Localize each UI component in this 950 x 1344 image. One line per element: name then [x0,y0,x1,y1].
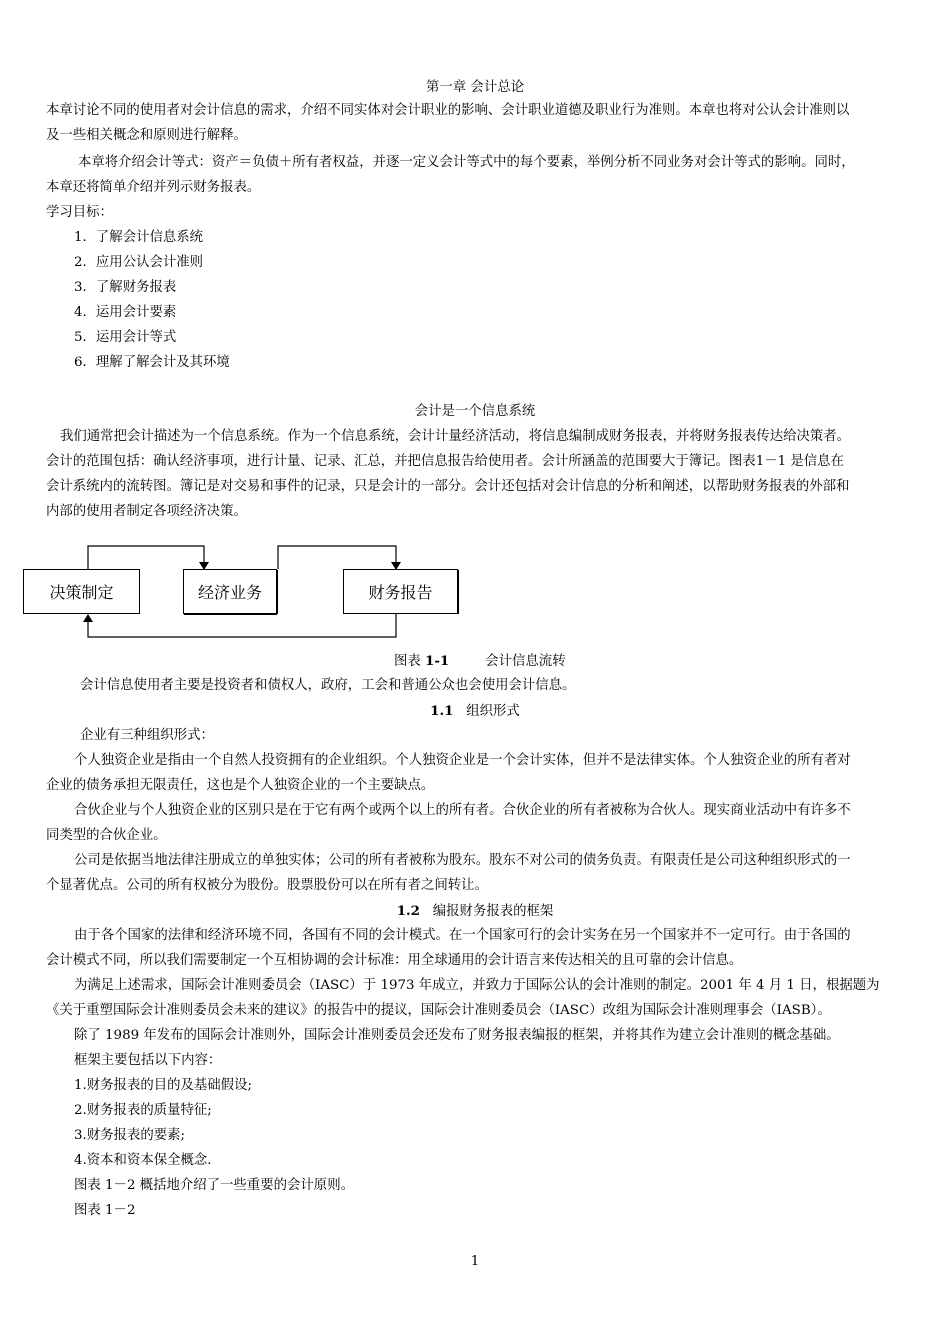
sec12-line2: 会计模式不同，所以我们需要制定一个互相协调的会计标准：用全球通用的会计语言来传达相关的且可靠的会计信息。 [46,953,743,968]
framework-item: 2.财务报表的质量特征; [74,1103,212,1118]
caption-prefix: 图表 [394,654,426,669]
chapter-title: 第一章 会计总论 [426,80,524,95]
sec11-line6: 个显著优点。公司的所有权被分为股份。股票股份可以在所有者之间转让。 [46,878,488,893]
info-line2: 会计的范围包括：确认经济事项，进行计量、记录、汇总，并把信息报告给使用者。会计所涵盖的范围要大于簿记。图表1－1 是信息在 [46,454,844,469]
sec12-line5: 除了 1989 年发布的国际会计准则外，国际会计准则委员会还发布了财务报表编报的框架，并将其作为建立会计准则的概念基础。 [74,1028,840,1043]
users-line: 会计信息使用者主要是投资者和债权人，政府，工会和普通公众也会使用会计信息。 [80,678,576,693]
intro-p1-line2: 及一些相关概念和原则进行解释。 [46,128,247,143]
caption-number: 1-1 [425,653,450,669]
intro-p1-line1: 本章讨论不同的使用者对会计信息的需求，介绍不同实体对会计职业的影响、会计职业道德及职业行为准则。本章也将对公认会计准则以 [46,103,850,118]
goal-item: 4．运用会计要素 [74,305,177,320]
sec12-line4: 《关于重塑国际会计准则委员会未来的建议》的报告中的提议，国际会计准则委员会（IASC）改组为国际会计准则理事会（IASB）。 [46,1003,831,1018]
caption-text: 会计信息流转 [485,654,566,669]
section-1-1-heading [0,703,950,720]
framework-item: 4.资本和资本保全概念. [74,1153,212,1168]
goal-item: 1．了解会计信息系统 [74,230,204,245]
sec12-line8: 图表 1－2 [74,1203,136,1218]
sec11-line5: 公司是依据当地法律注册成立的单独实体；公司的所有者被称为股东。股东不对公司的债务负责。有限责任是公司这种组织形式的一 [74,853,851,868]
diagram-caption [394,653,566,670]
sec12-line3: 为满足上述需求，国际会计准则委员会（IASC）于 1973 年成立，并致力于国际公认的会计准则的制定。2001 年 4 月 1 日，根据题为 [74,978,880,993]
sec11-line0: 企业有三种组织形式： [80,728,214,743]
sec11-line2: 企业的债务承担无限责任，这也是个人独资企业的一个主要缺点。 [46,778,435,793]
box-decision-making: 决策制定 [23,569,140,614]
flow-diagram-lines [0,0,950,660]
info-line1: 我们通常把会计描述为一个信息系统。作为一个信息系统，会计计量经济活动，将信息编制成财务报表，并将财务报表传达给决策者。 [60,429,851,444]
section-1-2-title: 编报财务报表的框架 [432,904,554,919]
sec11-line4: 同类型的合伙企业。 [46,828,167,843]
intro-p2-line2: 本章还将简单介绍并列示财务报表。 [46,180,261,195]
sec11-line3: 合伙企业与个人独资企业的区别只是在于它有两个或两个以上的所有者。合伙企业的所有者被称为合伙人。现实商业活动中有许多不 [74,803,851,818]
sec12-line1: 由于各个国家的法律和经济环境不同，各国有不同的会计模式。在一个国家可行的会计实务在另一个国家并不一定可行。由于各国的 [74,928,851,943]
page-number: 1 [470,1254,480,1269]
framework-item: 3.财务报表的要素; [74,1128,186,1143]
info-line4: 内部的使用者制定各项经济决策。 [46,504,247,519]
goals-label: 学习目标： [46,205,113,220]
section-1-2-heading [0,903,950,920]
goal-item: 6．理解了解会计及其环境 [74,355,230,370]
box-financial-report: 财务报告 [343,569,458,614]
goal-item: 5．运用会计等式 [74,330,177,345]
section-1-1-title: 组织形式 [466,704,520,719]
section-title-info-system: 会计是一个信息系统 [414,404,536,419]
sec11-line1: 个人独资企业是指由一个自然人投资拥有的企业组织。个人独资企业是一个会计实体，但并不是法律实体。个人独资企业的所有者对 [74,753,851,768]
goal-item: 3．了解财务报表 [74,280,177,295]
sec12-line7: 图表 1－2 概括地介绍了一些重要的会计原则。 [74,1178,354,1193]
goal-item: 2．应用公认会计准则 [74,255,204,270]
section-1-1-number: 1.1 [430,703,454,719]
info-line3: 会计系统内的流转图。簿记是对交易和事件的记录，只是会计的一部分。会计还包括对会计信息的分析和阐述，以帮助财务报表的外部和 [46,479,850,494]
box-economic-business: 经济业务 [183,569,277,614]
sec12-line6: 框架主要包括以下内容： [74,1053,222,1068]
section-1-2-number: 1.2 [396,903,420,919]
framework-item: 1.财务报表的目的及基础假设; [74,1078,252,1093]
intro-p2-line1: 本章将介绍会计等式：资产＝负债＋所有者权益，并逐一定义会计等式中的每个要素，举例分析不同业务对会计等式的影响。同时， [78,155,855,170]
